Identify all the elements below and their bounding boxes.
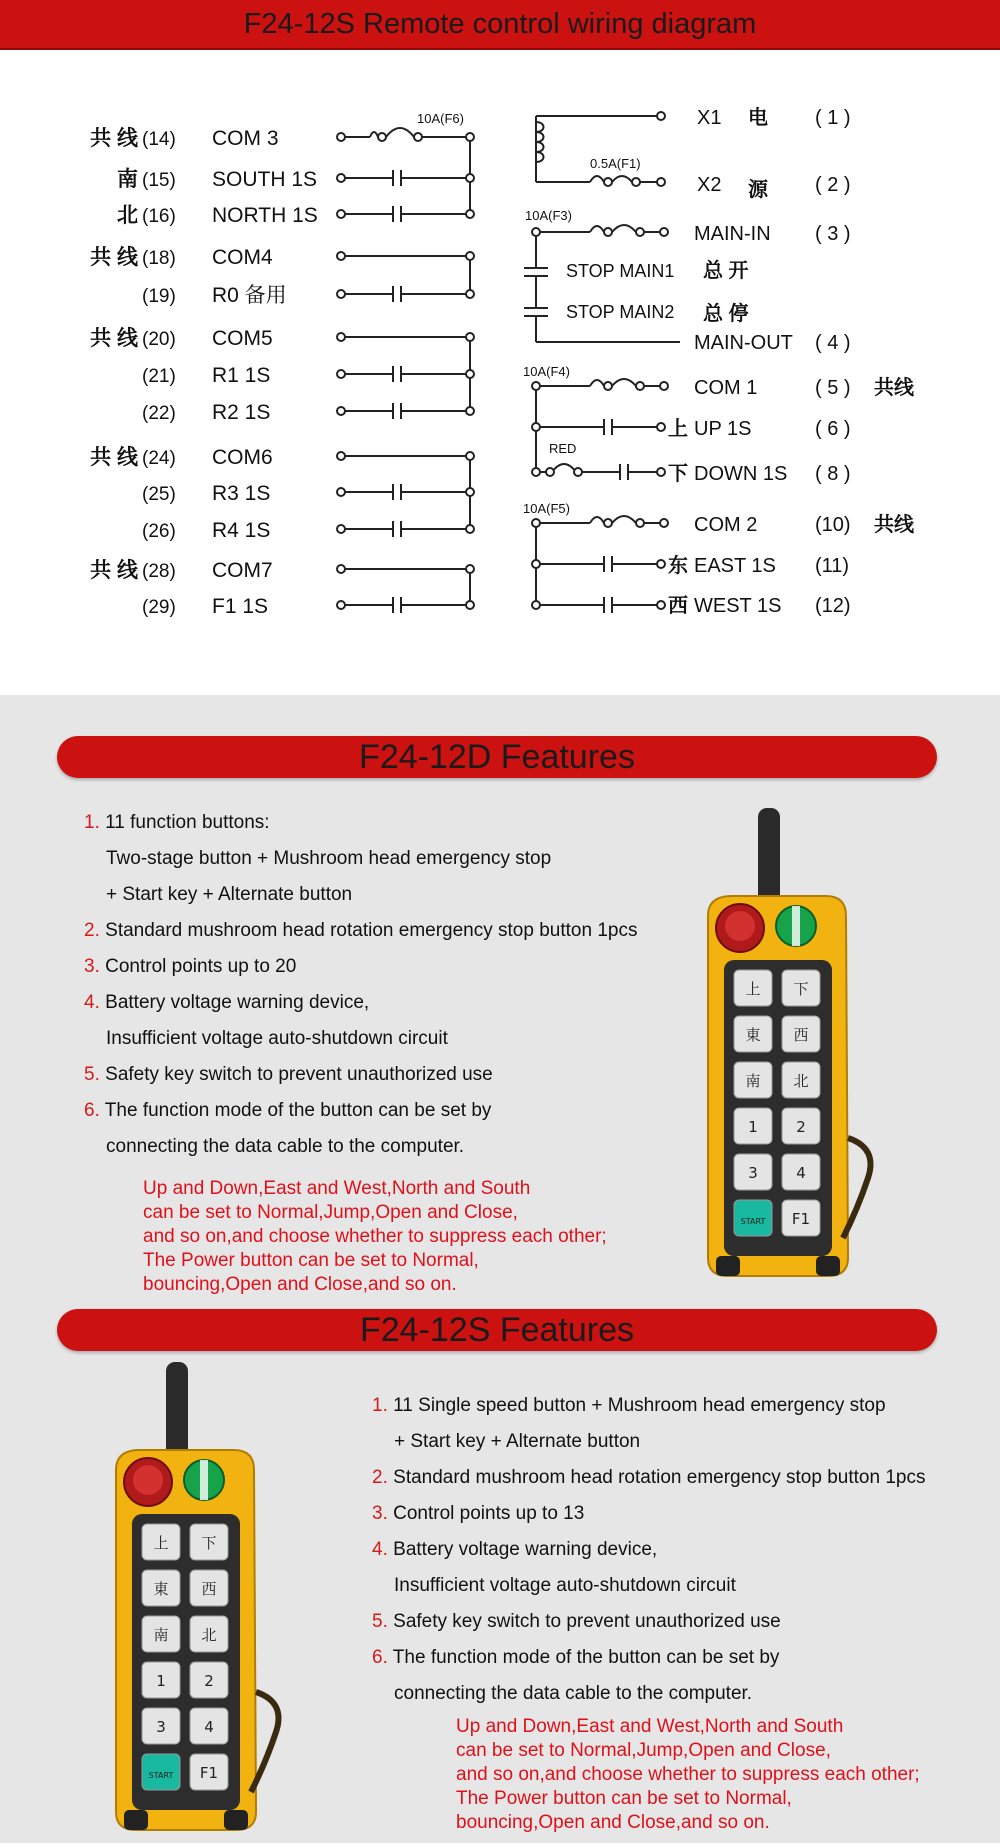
remote-key-label: 東 (153, 1580, 169, 1598)
wiring-left-num: (26) (142, 521, 176, 542)
x1-num: ( 1 ) (815, 107, 851, 129)
wiring-left-name: COM6 (212, 446, 273, 469)
wiring-left-name: COM5 (212, 327, 273, 350)
wiring-left-cn: 南 (117, 168, 138, 191)
wiring-left-cn: 共 线 (90, 246, 138, 269)
feature-item (372, 1388, 925, 1424)
fuse-f6-label: 10A(F6) (417, 111, 464, 126)
remote-key-label: 上 (745, 980, 761, 998)
up-label: UP 1S (694, 418, 752, 440)
wiring-left-num: (20) (142, 329, 176, 350)
key-slot (200, 1460, 208, 1500)
feature-text: connecting the data cable to the computer. (106, 1136, 465, 1157)
remote-controller-d (688, 808, 888, 1293)
fuse-f4-label: 10A(F4) (523, 364, 570, 379)
feature-item (372, 1532, 925, 1568)
feature-item (372, 1568, 925, 1604)
feature-text: The function mode of the button can be set by (392, 1647, 780, 1668)
wiring-left-cn: 北 (117, 204, 138, 227)
features-d-title: F24-12D Features (359, 738, 635, 776)
feature-item (372, 1424, 925, 1460)
fuse-f1-label: 0.5A(F1) (590, 156, 641, 171)
remote-key-label: F1 (199, 1764, 219, 1782)
red-wire-label: RED (549, 441, 577, 456)
feature-text: Safety key switch to prevent unauthorized use (393, 1611, 781, 1632)
remote-key-label: 北 (793, 1072, 809, 1090)
feature-text: Control points up to 20 (105, 956, 297, 977)
remote-key-label: 下 (793, 980, 809, 998)
wiring-left-cn: 共 线 (90, 559, 138, 582)
stop-main1-label: STOP MAIN1 (566, 261, 675, 281)
down-label: DOWN 1S (694, 463, 788, 485)
feature-item (84, 877, 637, 913)
note-line: and so on,and choose whether to suppress each other; (143, 1226, 607, 1247)
wiring-left-name: COM4 (212, 246, 273, 269)
com2-label: COM 2 (694, 514, 758, 536)
x2-label: X2 (697, 174, 722, 196)
feature-text: connecting the data cable to the computer. (394, 1683, 753, 1704)
feature-number: 1. (372, 1395, 388, 1416)
up-num: ( 6 ) (815, 418, 851, 440)
com1-cn: 共线 (874, 377, 914, 399)
feature-number: 6. (84, 1100, 100, 1121)
feature-item (84, 1093, 637, 1129)
stop-main1-cn: 总 开 (703, 260, 749, 282)
wiring-left-name: R1 1S (212, 364, 271, 387)
feature-item (84, 1129, 637, 1165)
main-out-num: ( 4 ) (815, 332, 851, 354)
feature-text: Standard mushroom head rotation emergency stop button 1pcs (393, 1467, 926, 1488)
feature-number: 2. (84, 920, 100, 941)
feature-number: 1. (84, 812, 100, 833)
x1-cn-label: 电 (748, 107, 768, 129)
remote-key-label: 2 (204, 1672, 214, 1690)
features-d-note (143, 1177, 607, 1297)
west-num: (12) (815, 595, 851, 617)
remote-key-label: 下 (201, 1534, 217, 1552)
fuse-f5-label: 10A(F5) (523, 501, 570, 516)
feature-item (372, 1640, 925, 1676)
remote-key-label: F1 (791, 1210, 811, 1228)
note-line: The Power button can be set to Normal, (143, 1250, 479, 1271)
fuse-f3-label: 10A(F3) (525, 208, 572, 223)
wiring-left-name: R3 1S (212, 482, 271, 505)
remote-key-label: 南 (745, 1072, 761, 1090)
west-cn: 西 (668, 595, 688, 617)
feature-text: The function mode of the button can be set by (104, 1100, 492, 1121)
feature-number: 4. (372, 1539, 388, 1560)
main-in-num: ( 3 ) (815, 223, 851, 245)
east-cn: 东 (668, 555, 688, 577)
feature-text: Safety key switch to prevent unauthorized use (105, 1064, 493, 1085)
remote-key-label: 2 (796, 1118, 806, 1136)
remote-key-label: 上 (153, 1534, 169, 1552)
wiring-left-name: R2 1S (212, 401, 271, 424)
feature-item (84, 805, 637, 841)
feature-item (372, 1496, 925, 1532)
wiring-left-name: R4 1S (212, 519, 271, 542)
com1-num: ( 5 ) (815, 377, 851, 399)
key-slot (792, 906, 800, 946)
feature-item (84, 949, 637, 985)
remote-key-label: 4 (796, 1164, 806, 1182)
down-cn: 下 (668, 463, 688, 485)
wiring-left-num: (18) (142, 248, 176, 269)
remote-key-label: START (148, 1771, 174, 1780)
remote-key-label: 4 (204, 1718, 214, 1736)
note-line: bouncing,Open and Close,and so on. (456, 1812, 770, 1833)
feature-item (84, 1021, 637, 1057)
feature-number: 3. (372, 1503, 388, 1524)
feature-item (372, 1676, 925, 1712)
emergency-stop-cap (725, 911, 755, 941)
wiring-left-cn: 共 线 (90, 327, 138, 350)
bottom-foot-left (716, 1256, 740, 1276)
feature-item (84, 1057, 637, 1093)
note-line: Up and Down,East and West,North and South (456, 1716, 844, 1737)
remote-key-label: 西 (201, 1580, 217, 1598)
remote-key-label: 南 (153, 1626, 169, 1644)
bottom-foot-right (816, 1256, 840, 1276)
feature-item (84, 841, 637, 877)
com2-cn: 共线 (874, 514, 914, 536)
feature-text: Battery voltage warning device, (393, 1539, 658, 1560)
wiring-left-name: COM7 (212, 559, 273, 582)
note-line: bouncing,Open and Close,and so on. (143, 1274, 457, 1295)
note-line: The Power button can be set to Normal, (456, 1788, 792, 1809)
feature-text: Battery voltage warning device, (105, 992, 370, 1013)
features-s-note (456, 1715, 920, 1835)
feature-text: + Start key + Alternate button (394, 1431, 641, 1452)
west-label: WEST 1S (694, 595, 782, 617)
remote-controller-s (96, 1362, 296, 1847)
note-line: can be set to Normal,Jump,Open and Close, (143, 1202, 518, 1223)
note-line: can be set to Normal,Jump,Open and Close, (456, 1740, 831, 1761)
wiring-left-name: R0 备用 (212, 284, 287, 307)
wiring-diagram (0, 50, 1000, 695)
wiring-left-num: (15) (142, 170, 176, 191)
page-title: F24-12S Remote control wiring diagram (243, 8, 757, 40)
features-d-list (84, 805, 637, 1165)
feature-text: Standard mushroom head rotation emergency stop button 1pcs (105, 920, 638, 941)
up-cn: 上 (668, 418, 688, 440)
feature-item (84, 985, 637, 1021)
feature-number: 2. (372, 1467, 388, 1488)
features-s-list (372, 1388, 925, 1712)
east-label: EAST 1S (694, 555, 776, 577)
remote-key-label: 西 (793, 1026, 809, 1044)
x2-num: ( 2 ) (815, 174, 851, 196)
bottom-foot-left (124, 1810, 148, 1830)
x1-label: X1 (697, 107, 722, 129)
remote-key-label: 3 (748, 1164, 758, 1182)
com2-num: (10) (815, 514, 851, 536)
feature-item (372, 1604, 925, 1640)
feature-item (372, 1460, 925, 1496)
remote-key-label: START (740, 1217, 766, 1226)
stop-main2-cn: 总 停 (703, 303, 749, 325)
wiring-left-num: (19) (142, 286, 176, 307)
wiring-left-num: (16) (142, 206, 176, 227)
emergency-stop-cap (133, 1465, 163, 1495)
feature-item (84, 913, 637, 949)
remote-key-label: 東 (745, 1026, 761, 1044)
feature-text: 11 Single speed button + Mushroom head emergency stop (393, 1395, 886, 1416)
remote-key-label: 3 (156, 1718, 166, 1736)
stop-main2-label: STOP MAIN2 (566, 302, 675, 322)
wiring-left-name: SOUTH 1S (212, 168, 318, 191)
wiring-left-num: (29) (142, 597, 176, 618)
feature-text: + Start key + Alternate button (106, 884, 353, 905)
wiring-left-num: (14) (142, 129, 176, 150)
feature-text: Control points up to 13 (393, 1503, 585, 1524)
feature-text: 11 function buttons: (105, 812, 270, 833)
wiring-left-cn: 共 线 (90, 127, 138, 150)
wiring-left-num: (24) (142, 448, 176, 469)
feature-number: 6. (372, 1647, 388, 1668)
feature-number: 4. (84, 992, 100, 1013)
wiring-left-num: (28) (142, 561, 176, 582)
note-line: Up and Down,East and West,North and South (143, 1178, 531, 1199)
feature-text: Insufficient voltage auto-shutdown circuit (106, 1028, 448, 1049)
feature-text: Insufficient voltage auto-shutdown circuit (394, 1575, 736, 1596)
features-s-title: F24-12S Features (359, 1311, 635, 1349)
remote-key-label: 北 (201, 1626, 217, 1644)
main-in-label: MAIN-IN (694, 223, 771, 245)
wiring-left-cn: 共 线 (90, 446, 138, 469)
feature-number: 5. (372, 1611, 388, 1632)
wiring-left-name: COM 3 (212, 127, 279, 150)
bottom-foot-right (224, 1810, 248, 1830)
remote-key-label: 1 (156, 1672, 166, 1690)
wiring-left-name: NORTH 1S (212, 204, 318, 227)
wiring-left-num: (21) (142, 366, 176, 387)
remote-key-label: 1 (748, 1118, 758, 1136)
down-num: ( 8 ) (815, 463, 851, 485)
east-num: (11) (815, 555, 850, 577)
wiring-left-num: (25) (142, 484, 176, 505)
wiring-left-name: F1 1S (212, 595, 269, 618)
feature-number: 3. (84, 956, 100, 977)
main-out-label: MAIN-OUT (694, 332, 793, 354)
feature-text: Two-stage button + Mushroom head emergency stop (106, 848, 552, 869)
x2-cn-label: 源 (748, 179, 768, 201)
com1-label: COM 1 (694, 377, 758, 399)
note-line: and so on,and choose whether to suppress each other; (456, 1764, 920, 1785)
wiring-left-num: (22) (142, 403, 176, 424)
feature-number: 5. (84, 1064, 100, 1085)
